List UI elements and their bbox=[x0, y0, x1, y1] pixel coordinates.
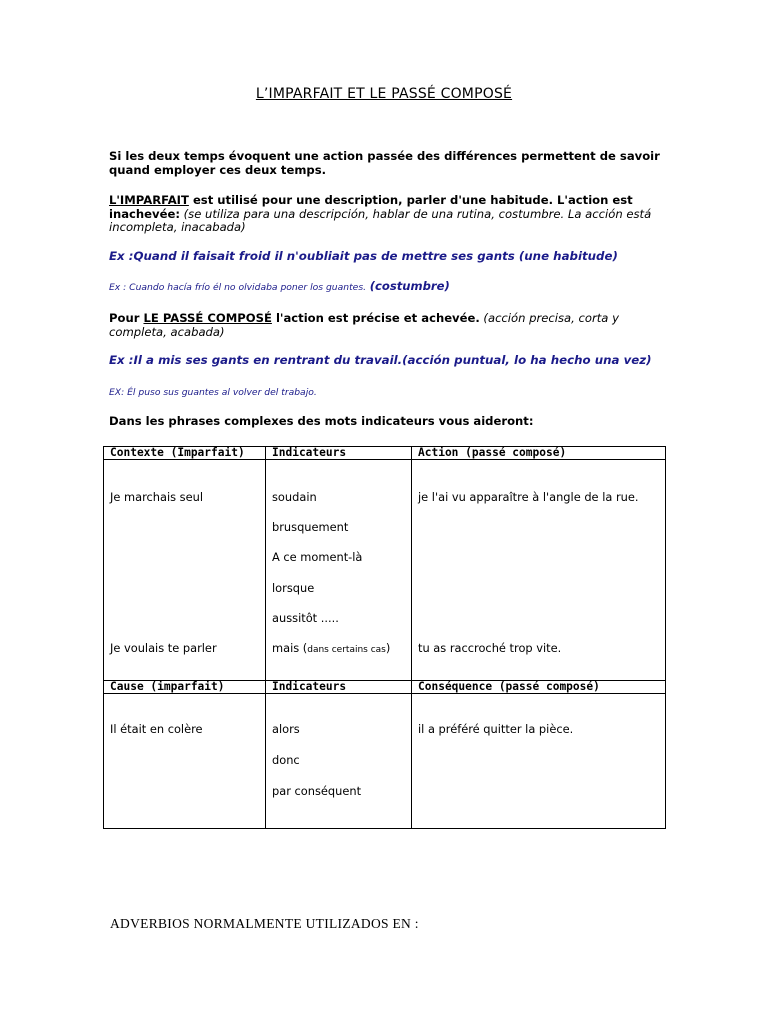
indicator-item: A ce moment-là bbox=[272, 550, 363, 564]
table-row bbox=[104, 460, 666, 681]
passe-term: LE PASSÉ COMPOSÉ bbox=[143, 311, 272, 325]
context-row1: Je marchais seul bbox=[110, 490, 204, 504]
context-row2: Je voulais te parler bbox=[110, 641, 217, 655]
imparfait-example-es-text: Ex : Cuando hacía frío él no olvidaba poner los guantes. bbox=[109, 282, 367, 293]
cause-text: Il était en colère bbox=[110, 722, 203, 736]
action-row1: je l'ai vu apparaître à l'angle de la rue. bbox=[418, 490, 639, 504]
passe-text: l'action est précise et achevée. bbox=[271, 311, 480, 325]
mais-note: dans certains cas bbox=[307, 645, 386, 655]
indicators-cell-2 bbox=[266, 694, 412, 829]
table-header-row bbox=[104, 681, 666, 694]
imparfait-translation: (se utiliza para una descripción, hablar de una rutina, costumbre. La acción está incompleta, inacabada) bbox=[109, 206, 652, 234]
imparfait-example-es bbox=[109, 280, 669, 295]
table-row bbox=[104, 694, 666, 829]
action-row2: tu as raccroché trop vite. bbox=[418, 641, 562, 655]
indicator-item: par conséquent bbox=[272, 784, 362, 798]
table-header-cell: Action (passé composé) bbox=[412, 447, 666, 460]
passe-paragraph bbox=[109, 312, 669, 339]
mais-close: ) bbox=[385, 641, 391, 655]
cause-cell bbox=[104, 694, 266, 829]
indicator-item: donc bbox=[272, 753, 300, 767]
imparfait-paragraph bbox=[109, 194, 669, 235]
indicator-item: soudain bbox=[272, 490, 317, 504]
indicator-item-mais bbox=[272, 641, 390, 655]
indicator-item: brusquement bbox=[272, 520, 349, 534]
passe-translation: (acción precisa, corta y completa, acabada) bbox=[109, 311, 619, 339]
table-header-cell: Conséquence (passé composé) bbox=[412, 681, 666, 694]
complex-intro: Dans les phrases complexes des mots indicateurs vous aideront: bbox=[109, 414, 534, 428]
indicators-cell bbox=[266, 460, 412, 681]
context-cell bbox=[104, 460, 266, 681]
indicator-item: lorsque bbox=[272, 581, 315, 595]
consequence-text: il a préféré quitter la pièce. bbox=[418, 722, 574, 736]
table-header-cell: Contexte (Imparfait) bbox=[104, 447, 266, 460]
page-title: L’IMPARFAIT ET LE PASSÉ COMPOSÉ bbox=[255, 86, 513, 102]
imparfait-example: Ex :Quand il faisait froid il n'oubliait pas de mettre ses gants (une habitude) bbox=[109, 249, 618, 263]
table-header-row bbox=[104, 447, 666, 460]
intro-paragraph: Si les deux temps évoquent une action passée des différences permettent de savoir quand employer ces deux temps. bbox=[109, 149, 660, 177]
indicator-item: aussitôt ..... bbox=[272, 611, 339, 625]
passe-prefix: Pour bbox=[109, 311, 144, 325]
table-header-cell: Indicateurs bbox=[266, 681, 412, 694]
passe-example-es: EX: Él puso sus guantes al volver del trabajo. bbox=[109, 387, 317, 398]
imparfait-text: est utilisé pour une description, parler d'une habitude. L'action est inachevée: bbox=[109, 193, 633, 221]
action-cell bbox=[412, 460, 666, 681]
indicator-item: alors bbox=[272, 722, 300, 736]
footer-heading: ADVERBIOS NORMALMENTE UTILIZADOS EN : bbox=[110, 916, 419, 931]
consequence-cell bbox=[412, 694, 666, 829]
imparfait-term: L'IMPARFAIT bbox=[109, 193, 189, 207]
indicators-table-1 bbox=[103, 446, 666, 829]
passe-example: Ex :Il a mis ses gants en rentrant du travail.(acción puntual, lo ha hecho una vez) bbox=[109, 353, 652, 367]
table-header-cell: Indicateurs bbox=[266, 447, 412, 460]
mais-label: mais ( bbox=[272, 641, 308, 655]
table-header-cell: Cause (imparfait) bbox=[104, 681, 266, 694]
imparfait-example-es-tag: (costumbre) bbox=[369, 279, 450, 293]
